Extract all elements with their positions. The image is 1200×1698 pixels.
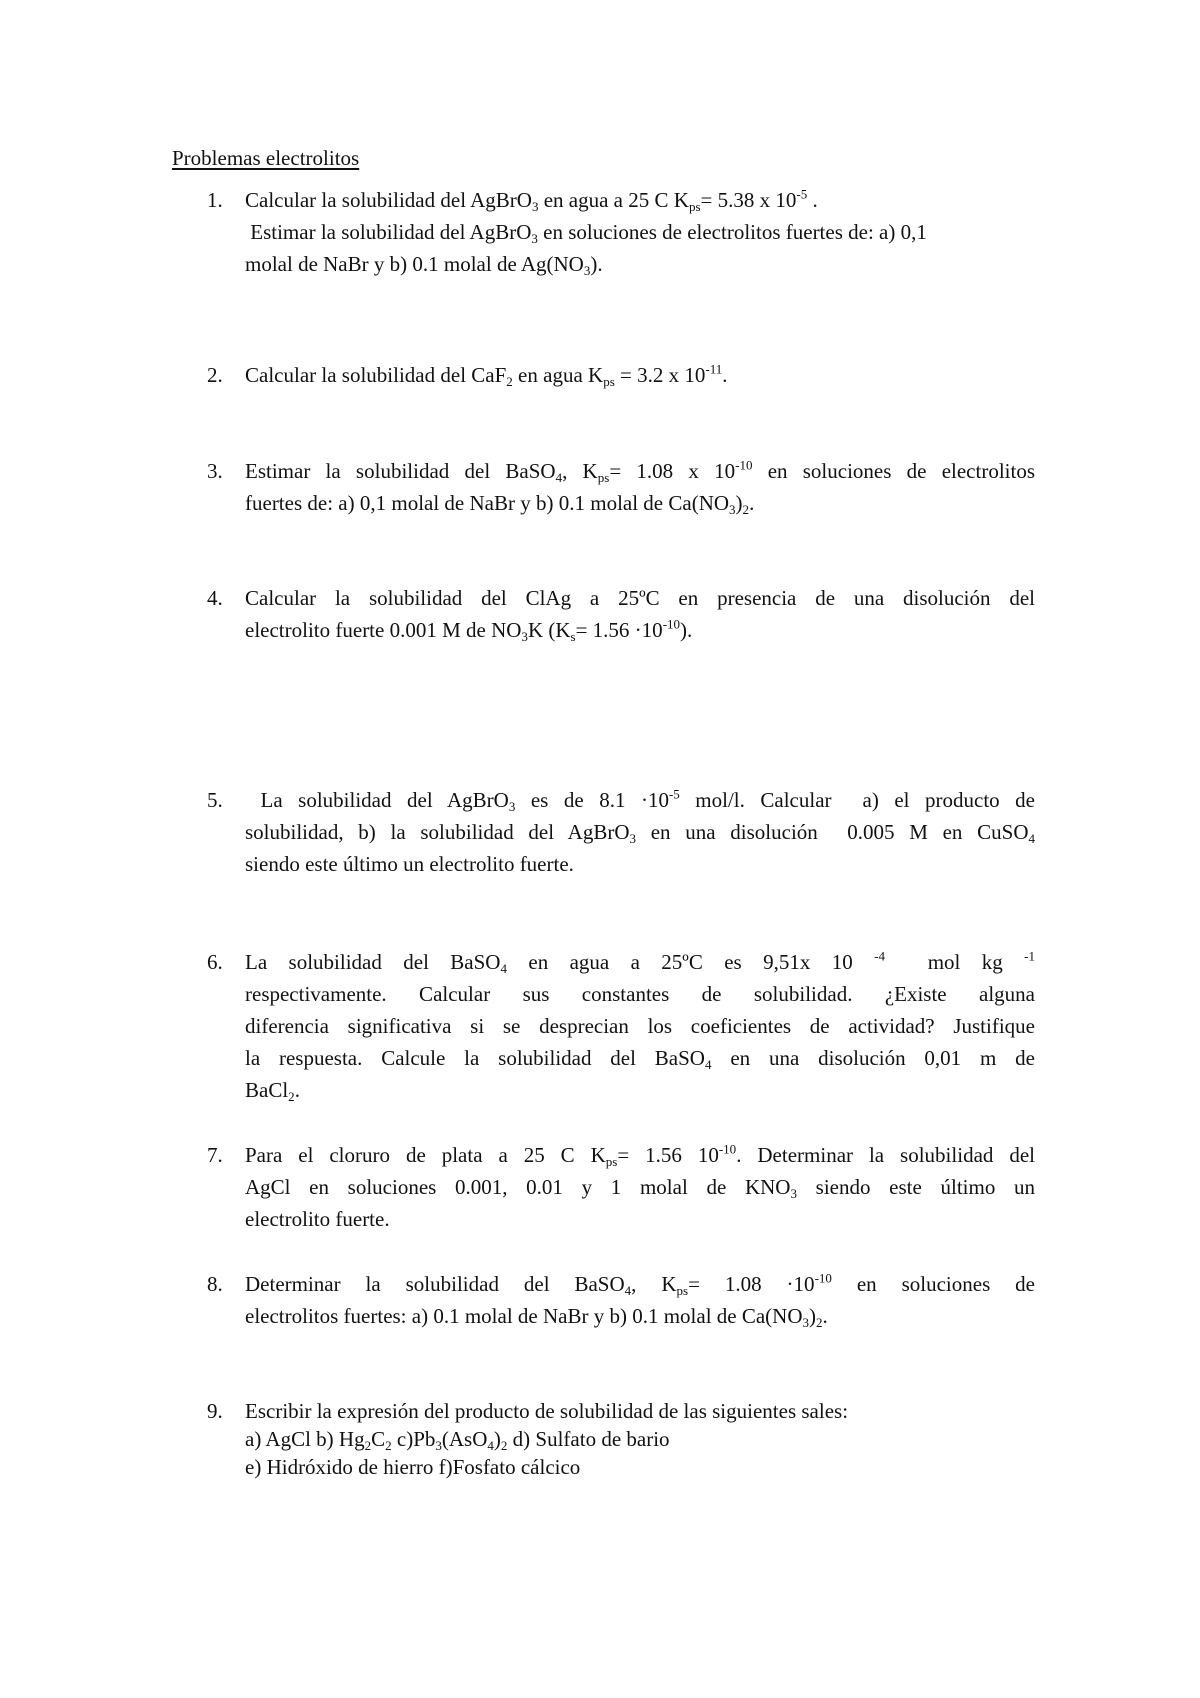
problem-line (245, 978, 1035, 1010)
text-run: en agua K (512, 363, 604, 387)
text-run: electrolito fuerte. (245, 1207, 390, 1231)
subscript: 3 (790, 1185, 797, 1201)
text-run: ). (590, 252, 603, 276)
problem-number: 4. (207, 586, 223, 610)
text-run: Determinar la solubilidad del BaSO (245, 1272, 625, 1296)
problem-number: 6. (207, 950, 223, 974)
problem-line (245, 184, 1035, 216)
text-run: Calcular la solubilidad del ClAg a 25ºC en presencia de una disolución del (245, 586, 1035, 610)
superscript: -1 (1024, 948, 1036, 964)
text-run: en soluciones de (831, 1272, 1036, 1296)
subscript: 4 (500, 960, 507, 976)
problem-line (245, 1010, 1035, 1042)
subscript: 2 (500, 1437, 508, 1453)
text-run: Escribir la expresión del producto de solubilidad de las siguientes sales: (245, 1399, 849, 1423)
problem-number: 3. (207, 459, 223, 483)
subscript: 3 (802, 1314, 810, 1330)
text-run: mol/l. Calcular a) el producto de (679, 788, 1035, 812)
subscript: 3 (435, 1437, 442, 1453)
problem-line (245, 1139, 1035, 1171)
problem-line (245, 582, 1035, 614)
problem-number: 5. (207, 788, 223, 812)
subscript: 3 (629, 830, 636, 846)
problem-text (245, 784, 1035, 880)
text-run: = 1.56 ·10 (575, 618, 663, 642)
problem-text (245, 1139, 1035, 1235)
subscript: 2 (364, 1437, 372, 1453)
text-run: c)Pb (391, 1427, 436, 1451)
text-run: en una disolución 0,01 m de (711, 1046, 1035, 1070)
text-run: en agua a 25ºC es 9,51x 10 (506, 950, 875, 974)
problem-number: 1. (207, 188, 223, 212)
text-run: en soluciones de electrolitos (752, 459, 1035, 483)
problem-line (245, 848, 1035, 880)
text-run: . (722, 363, 728, 387)
problem-number: 8. (207, 1272, 223, 1296)
problem-line (245, 487, 1035, 519)
text-run: , K (562, 459, 598, 483)
problem-line (245, 1268, 1035, 1300)
problem-line (245, 1042, 1035, 1074)
text-run: = 1.08 x 10 (609, 459, 736, 483)
text-run: Calcular la solubilidad del AgBrO (245, 188, 532, 212)
text-run: ) (735, 491, 743, 515)
text-run: ) (493, 1427, 501, 1451)
text-run: electrolito fuerte 0.001 M de NO (245, 618, 522, 642)
text-run: ) (809, 1304, 817, 1328)
text-run: . (749, 491, 755, 515)
text-run: = 5.38 x 10 (700, 188, 797, 212)
problem-line (245, 1171, 1035, 1203)
text-run: e) Hidróxido de hierro f)Fosfato cálcico (245, 1455, 581, 1479)
superscript: -10 (718, 1141, 737, 1157)
text-run: K (K (527, 618, 571, 642)
text-run: en agua a 25 C K (538, 188, 689, 212)
subscript: 4 (624, 1282, 632, 1298)
problem-text (245, 946, 1035, 1106)
problem-line (245, 614, 1035, 646)
text-run: . (807, 188, 818, 212)
text-run: , K (631, 1272, 677, 1296)
text-run: en soluciones de electrolitos fuertes de: a) 0,1 (537, 220, 927, 244)
problem-line (245, 455, 1035, 487)
text-run: respectivamente. Calcular sus constantes de solubilidad. ¿Existe alguna (245, 982, 1035, 1006)
text-run: es de 8.1 ·10 (515, 788, 669, 812)
text-run: = 1.56 10 (617, 1143, 719, 1167)
superscript: -5 (668, 786, 680, 802)
text-run: en una disolución 0.005 M en CuSO (636, 820, 1029, 844)
text-run: = 3.2 x 10 (614, 363, 706, 387)
text-run: fuertes de: a) 0,1 molal de NaBr y b) 0.1 molal de Ca(NO (245, 491, 730, 515)
text-run: molal de NaBr y b) 0.1 molal de Ag(NO (245, 252, 584, 276)
subscript: ps (605, 1153, 618, 1169)
text-run: . (294, 1078, 300, 1102)
text-run: . Determinar la solubilidad del (736, 1143, 1035, 1167)
subscript: 2 (288, 1088, 295, 1104)
text-run: Calcular la solubilidad del CaF (245, 363, 507, 387)
problem-line (245, 216, 1035, 248)
text-run: diferencia significativa si se desprecian los coeficientes de actividad? Justifique (245, 1014, 1035, 1038)
problem-line (245, 784, 1035, 816)
subscript: 3 (531, 230, 538, 246)
problem-text (245, 184, 1035, 280)
problem-number: 2. (207, 363, 223, 387)
problem-line (245, 946, 1035, 978)
superscript: -10 (814, 1270, 832, 1286)
problem-line (245, 1300, 1035, 1332)
subscript: 3 (729, 501, 736, 517)
text-run: BaCl (245, 1078, 289, 1102)
problem-number: 7. (207, 1143, 223, 1167)
subscript: 2 (385, 1437, 392, 1453)
document-title: Problemas electrolitos (172, 146, 360, 170)
text-run: . (822, 1304, 828, 1328)
problem-line (245, 359, 1035, 391)
text-run: La solubilidad del BaSO (245, 950, 501, 974)
subscript: 3 (531, 198, 539, 214)
subscript: 2 (742, 501, 750, 517)
subscript: 4 (555, 469, 563, 485)
superscript: -11 (705, 361, 723, 377)
text-run: AgCl en soluciones 0.001, 0.01 y 1 molal de KNO (245, 1175, 791, 1199)
text-run: ). (680, 618, 693, 642)
subscript: 3 (583, 262, 591, 278)
text-run: C (371, 1427, 386, 1451)
problem-text (245, 1268, 1035, 1332)
problem-text (245, 359, 1035, 391)
subscript: ps (688, 198, 701, 214)
text-run: La solubilidad del AgBrO (245, 788, 509, 812)
subscript: 2 (816, 1314, 823, 1330)
problem-line (245, 1425, 1035, 1453)
problem-text (245, 455, 1035, 519)
subscript: 4 (487, 1437, 494, 1453)
problem-line (245, 1074, 1035, 1106)
text-run: siendo este último un electrolito fuerte. (245, 852, 574, 876)
problem-number: 9. (207, 1399, 223, 1423)
problem-line (245, 816, 1035, 848)
text-run: la respuesta. Calcule la solubilidad del BaSO (245, 1046, 705, 1070)
problem-text (245, 582, 1035, 646)
subscript: 4 (1028, 830, 1035, 846)
text-run: a) AgCl b) Hg (245, 1427, 365, 1451)
problem-line (245, 1453, 1035, 1481)
superscript: -10 (662, 616, 681, 632)
superscript: -4 (874, 948, 885, 964)
problem-text (245, 1397, 1035, 1481)
text-run: electrolitos fuertes: a) 0.1 molal de NaBr y b) 0.1 molal de Ca(NO (245, 1304, 803, 1328)
text-run: Para el cloruro de plata a 25 C K (245, 1143, 606, 1167)
text-run: siendo este último un (796, 1175, 1036, 1199)
subscript: 4 (704, 1056, 712, 1072)
subscript: s (570, 628, 576, 644)
text-run: (AsO (441, 1427, 488, 1451)
problem-line (245, 1203, 1035, 1235)
superscript: -5 (796, 186, 808, 202)
text-run: = 1.08 ·10 (688, 1272, 815, 1296)
subscript: 3 (521, 628, 528, 644)
problem-line (245, 1397, 1035, 1425)
subscript: ps (597, 469, 610, 485)
subscript: ps (603, 373, 615, 389)
subscript: 2 (506, 373, 513, 389)
superscript: -10 (735, 457, 753, 473)
text-run: d) Sulfato de bario (507, 1427, 670, 1451)
problem-line (245, 248, 1035, 280)
text-run: mol kg (884, 950, 1025, 974)
text-run: Estimar la solubilidad del BaSO (245, 459, 556, 483)
text-run: Estimar la solubilidad del AgBrO (245, 220, 532, 244)
subscript: 3 (508, 798, 516, 814)
text-run: solubilidad, b) la solubilidad del AgBrO (245, 820, 630, 844)
subscript: ps (676, 1282, 689, 1298)
